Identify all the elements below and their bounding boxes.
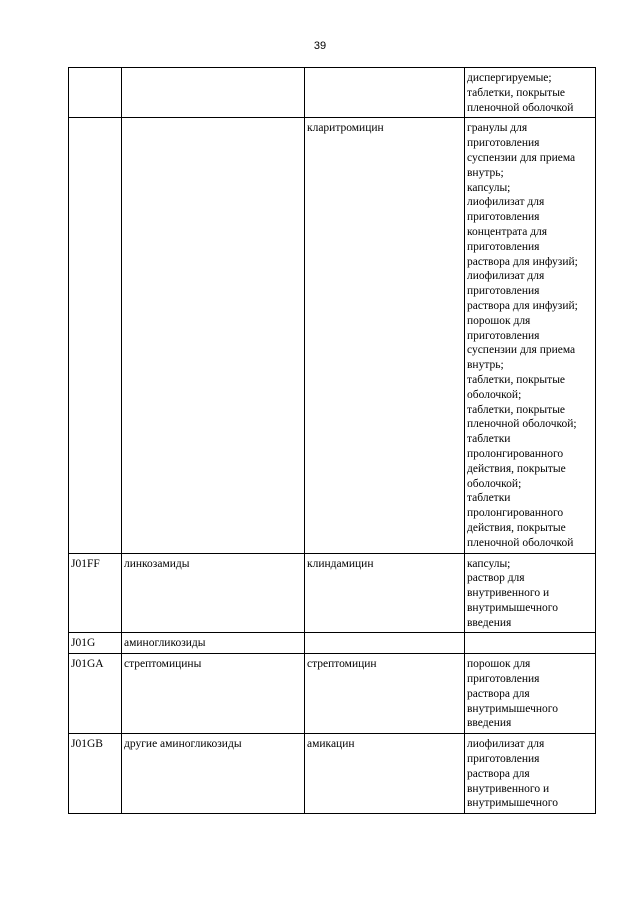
- dosage-form-line: внутримышечного: [467, 601, 558, 614]
- dosage-form-line: капсулы;: [467, 557, 511, 570]
- atc-code-cell: J01GB: [69, 734, 122, 814]
- dosage-form-line: капсулы;: [467, 181, 511, 194]
- drug-name-cell: [305, 633, 465, 654]
- dosage-form-line: раствора для: [467, 687, 530, 700]
- dosage-form-line: действия, покрытые: [467, 462, 566, 475]
- dosage-form-line: пленочной оболочкой: [467, 101, 574, 114]
- dosage-form-line: приготовления: [467, 329, 540, 342]
- dosage-form-line: пролонгированного: [467, 507, 564, 520]
- dosage-form-line: раствора для инфузий;: [467, 255, 578, 268]
- dosage-form-line: таблетки, покрытые: [467, 86, 566, 99]
- dosage-form-line: оболочкой;: [467, 477, 522, 490]
- dosage-form-line: действия, покрытые: [467, 521, 566, 534]
- atc-code-cell: [69, 68, 122, 118]
- dosage-form-line: лиофилизат для: [467, 270, 545, 283]
- dosage-form-line: введения: [467, 717, 512, 730]
- dosage-form-line: порошок для: [467, 658, 531, 671]
- drug-name-cell: амикацин: [305, 734, 465, 814]
- dosage-form-line: диспергируемые;: [467, 72, 552, 84]
- dosage-form-line: раствора для инфузий;: [467, 299, 578, 312]
- dosage-form-line: внутримышечного: [467, 797, 558, 810]
- atc-code-cell: [69, 118, 122, 553]
- dosage-form-line: пролонгированного: [467, 447, 564, 460]
- dosage-form-line: оболочкой;: [467, 388, 522, 401]
- dosage-forms-cell: [465, 553, 596, 633]
- table-body: [69, 68, 596, 814]
- dosage-form-line: раствора для: [467, 767, 530, 780]
- dosage-form-line: приготовления: [467, 285, 540, 298]
- dosage-form-line: гранулы для: [467, 122, 528, 135]
- dosage-form-line: таблетки, покрытые: [467, 373, 566, 386]
- table-row: [69, 734, 596, 814]
- drug-table: [68, 67, 596, 814]
- dosage-forms-cell: [465, 734, 596, 814]
- dosage-form-line: внутрь;: [467, 359, 504, 372]
- group-name-cell: [122, 118, 305, 553]
- atc-code-cell: J01GA: [69, 654, 122, 734]
- dosage-form-line: внутримышечного: [467, 702, 558, 715]
- dosage-forms-cell: [465, 118, 596, 553]
- dosage-forms-cell: [465, 654, 596, 734]
- dosage-form-line: внутривенного и: [467, 587, 550, 600]
- dosage-form-line: внутривенного и: [467, 782, 550, 795]
- atc-code-cell: J01FF: [69, 553, 122, 633]
- dosage-form-line: приготовления: [467, 673, 540, 686]
- dosage-form-line: таблетки: [467, 492, 511, 505]
- dosage-form-line: внутрь;: [467, 166, 504, 179]
- dosage-form-line: суспензии для приема: [467, 344, 576, 357]
- group-name-cell: стрептомицины: [122, 654, 305, 734]
- dosage-form-line: раствор для: [467, 572, 525, 585]
- table-row: [69, 654, 596, 734]
- dosage-form-line: приготовления: [467, 753, 540, 766]
- group-name-cell: аминогликозиды: [122, 633, 305, 654]
- dosage-form-line: пленочной оболочкой;: [467, 418, 577, 431]
- group-name-cell: линкозамиды: [122, 553, 305, 633]
- dosage-forms-cell: [465, 68, 596, 118]
- dosage-form-line: введения: [467, 616, 512, 629]
- dosage-form-line: приготовления: [467, 240, 540, 253]
- dosage-form-line: порошок для: [467, 314, 531, 327]
- atc-code-cell: J01G: [69, 633, 122, 654]
- table-row: [69, 553, 596, 633]
- dosage-form-line: суспензии для приема: [467, 151, 576, 164]
- group-name-cell: [122, 68, 305, 118]
- drug-name-cell: кларитромицин: [305, 118, 465, 553]
- table-row: [69, 68, 596, 118]
- dosage-form-line: лиофилизат для: [467, 196, 545, 209]
- drug-name-cell: клиндамицин: [305, 553, 465, 633]
- dosage-forms-cell: [465, 633, 596, 654]
- dosage-form-line: лиофилизат для: [467, 738, 545, 751]
- page-number: 39: [313, 40, 327, 52]
- dosage-form-line: таблетки: [467, 433, 511, 446]
- dosage-form-line: приготовления: [467, 211, 540, 224]
- group-name-cell: другие аминогликозиды: [122, 734, 305, 814]
- dosage-form-line: таблетки, покрытые: [467, 403, 566, 416]
- table-row: [69, 633, 596, 654]
- drug-name-cell: стрептомицин: [305, 654, 465, 734]
- drug-name-cell: [305, 68, 465, 118]
- dosage-form-line: приготовления: [467, 137, 540, 150]
- dosage-form-line: концентрата для: [467, 225, 548, 238]
- table-row: [69, 118, 596, 553]
- dosage-form-line: пленочной оболочкой: [467, 536, 574, 549]
